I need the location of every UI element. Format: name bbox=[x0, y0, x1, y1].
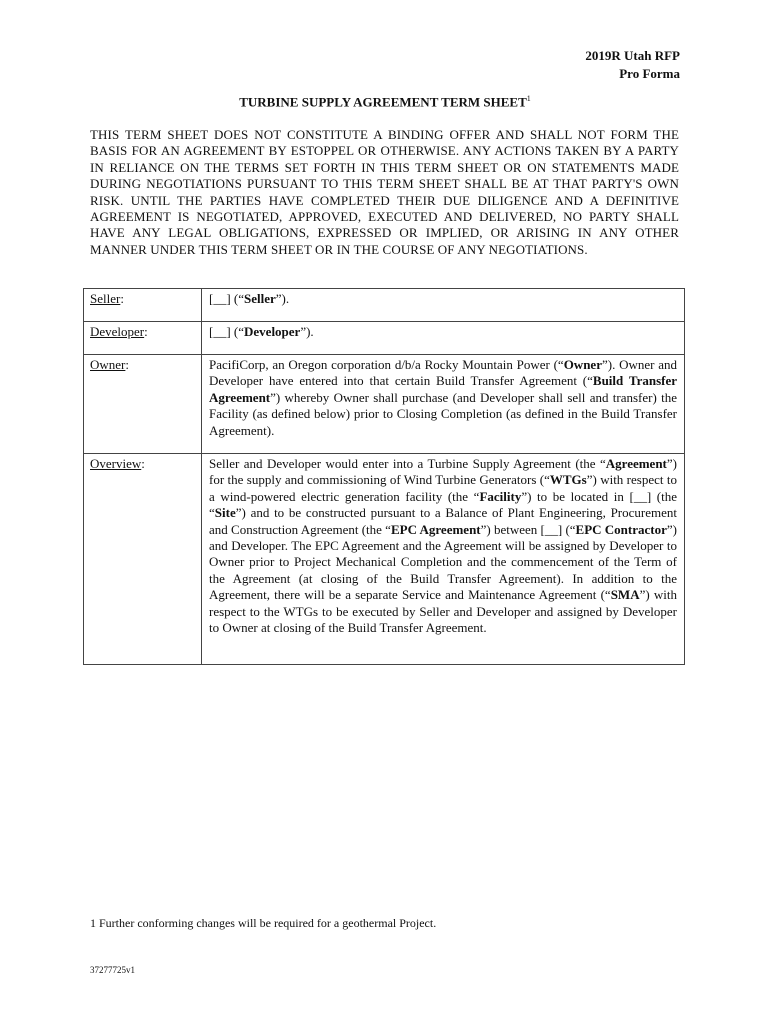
defined-term: WTGs bbox=[549, 472, 587, 488]
term-text: ”) with respect to the WTGs to be executed by Seller and Developer and assigned by Developer to Owner at closing of the Build Transfer Agreement. bbox=[209, 587, 677, 636]
document-title bbox=[0, 94, 770, 110]
title-footnote-mark: 1 bbox=[526, 94, 531, 103]
term-text: ”) between [__] (“ bbox=[480, 521, 576, 537]
term-row-developer bbox=[84, 322, 685, 355]
term-text: ”). Owner and Developer have entered into that certain Build Transfer Agreement (“ bbox=[209, 357, 677, 389]
document-id: 37277725v1 bbox=[90, 965, 135, 975]
term-text: [__] (“ bbox=[209, 324, 245, 339]
term-label-cell: Owner: bbox=[84, 355, 202, 454]
term-text: Seller and Developer would enter into a Turbine Supply Agreement (the “ bbox=[209, 456, 606, 471]
term-label: Seller bbox=[90, 291, 121, 306]
term-text: ”) whereby Owner shall purchase (and Developer shall sell and transfer) the Facility (as defined below) prior to Closing Completion (as defined in the Build Transfer Agreement). bbox=[209, 389, 677, 438]
term-label: Developer bbox=[90, 324, 145, 339]
defined-term: Site bbox=[214, 505, 236, 521]
defined-term: Build Transfer Agreement bbox=[209, 373, 677, 405]
defined-term: Facility bbox=[479, 488, 522, 504]
term-label-cell: Seller: bbox=[84, 289, 202, 322]
term-label-cell: Developer: bbox=[84, 322, 202, 355]
term-label: Overview bbox=[90, 456, 142, 471]
title-text: TURBINE SUPPLY AGREEMENT TERM SHEET bbox=[239, 94, 527, 110]
defined-term: Developer bbox=[244, 324, 301, 339]
term-text: ”). bbox=[275, 291, 290, 306]
disclaimer-paragraph: THIS TERM SHEET DOES NOT CONSTITUTE A BINDING OFFER AND SHALL NOT FORM THE BASIS FOR AN AGREEMENT BY ESTOPPEL OR OTHERWISE. ANY ACTIONS TAKEN BY A PARTY IN RELIANCE ON THE TERMS SET FORTH IN THIS TERM SHEET OR ON STATEMENTS MADE DURING NEGOTIATIONS PURSUANT TO THIS TERM SHEET SHALL BE AT THAT PARTY'S OWN RISK. UNTIL THE PARTIES HAVE COMPLETED THEIR DUE DILIGENCE AND A DEFINITIVE AGREEMENT IS NEGOTIATED, APPROVED, EXECUTED AND DELIVERED, NO PARTY SHALL HAVE ANY LEGAL OBLIGATIONS, EXPRESSED OR IMPLIED, OR ARISING IN ANY OTHER MANNER UNDER THIS TERM SHEET OR IN THE COURSE OF ANY NEGOTIATIONS. bbox=[90, 127, 679, 257]
term-row-owner bbox=[84, 355, 685, 454]
term-text: ”) with respect to a wind-powered electric generation facility (the “ bbox=[209, 472, 677, 504]
term-row-overview bbox=[84, 454, 685, 665]
defined-term: EPC Contractor bbox=[575, 521, 667, 537]
term-value bbox=[202, 289, 685, 322]
term-text: PacifiCorp, an Oregon corporation d/b/a Rocky Mountain Power (“ bbox=[209, 357, 564, 372]
term-text: ”). bbox=[300, 324, 314, 339]
term-value bbox=[202, 322, 685, 355]
header-rfp-label: 2019R Utah RFP bbox=[585, 48, 680, 63]
defined-term: Seller bbox=[244, 291, 276, 306]
term-text: ”) for the supply and commissioning of Wind Turbine Generators (“ bbox=[209, 456, 677, 488]
defined-term: SMA bbox=[610, 587, 640, 603]
header-pro-forma-label: Pro Forma bbox=[619, 66, 680, 81]
term-value bbox=[202, 454, 685, 665]
term-text: ”) and to be constructed pursuant to a Balance of Plant Engineering, Procurement and Construction Agreement (the “ bbox=[209, 505, 677, 537]
defined-term: Agreement bbox=[605, 456, 667, 471]
term-sheet-table bbox=[83, 288, 685, 665]
term-label-cell: Overview: bbox=[84, 454, 202, 665]
term-text: ”) to be located in [__] (the “ bbox=[209, 488, 677, 521]
footnote: 1 Further conforming changes will be required for a geothermal Project. bbox=[90, 916, 437, 930]
term-row-seller bbox=[84, 289, 685, 322]
term-value bbox=[202, 355, 685, 454]
document-header bbox=[585, 47, 680, 83]
defined-term: EPC Agreement bbox=[390, 521, 481, 537]
term-label: Owner bbox=[90, 357, 126, 372]
term-text: ”) and Developer. The EPC Agreement and the Agreement will be assigned by Developer to Owner prior to Project Mechanical Completion and the commencement of the Term of the Agreement (at closing of the Build Transfer Agreement). In addition to the Agreement, there will be a separate Service and Maintenance Agreement (“ bbox=[209, 521, 677, 603]
term-text: [__] (“ bbox=[209, 291, 245, 306]
defined-term: Owner bbox=[563, 357, 602, 372]
